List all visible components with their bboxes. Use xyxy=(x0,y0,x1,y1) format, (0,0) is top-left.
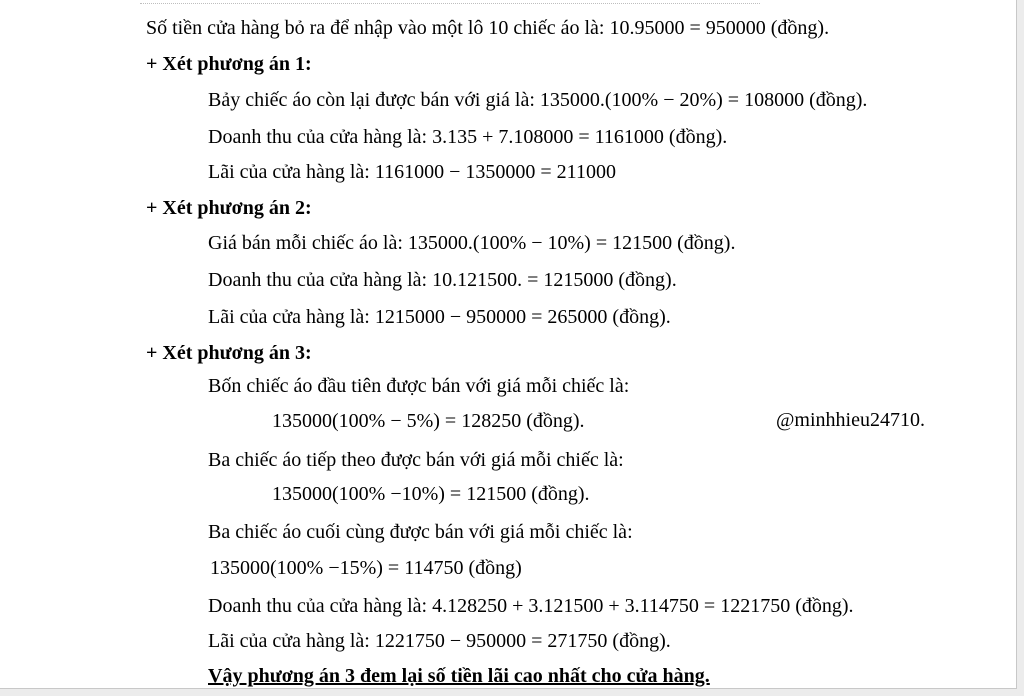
option-3-next-three-formula: 135000(100% −10%) = 121500 (đồng). xyxy=(272,483,590,505)
cropped-previous-line xyxy=(140,0,760,4)
option-2-price-line: Giá bán mỗi chiếc áo là: 135000.(100% − 10%) = 121500 (đồng). xyxy=(208,232,736,254)
option-3-last-three-formula: 135000(100% −15%) = 114750 (đồng) xyxy=(210,557,522,579)
page-bottom-shadow xyxy=(0,689,1024,696)
option-3-revenue-line: Doanh thu của cửa hàng là: 4.128250 + 3.121500 + 3.114750 = 1221750 (đồng). xyxy=(208,595,854,617)
option-3-profit-line: Lãi của cửa hàng là: 1221750 − 950000 = 271750 (đồng). xyxy=(208,630,671,652)
conclusion-line: Vậy phương án 3 đem lại số tiền lãi cao nhất cho cửa hàng. xyxy=(208,665,710,687)
option-3-first-four-label: Bốn chiếc áo đầu tiên được bán với giá mỗi chiếc là: xyxy=(208,375,630,397)
option-3-heading: + Xét phương án 3: xyxy=(146,342,312,364)
option-3-next-three-label: Ba chiếc áo tiếp theo được bán với giá mỗi chiếc là: xyxy=(208,449,624,471)
option-2-profit-line: Lãi của cửa hàng là: 1215000 − 950000 = 265000 (đồng). xyxy=(208,306,671,328)
option-3-first-four-formula: 135000(100% − 5%) = 128250 (đồng). xyxy=(272,410,585,432)
option-1-profit-line: Lãi của cửa hàng là: 1161000 − 1350000 = 211000 xyxy=(208,161,616,183)
option-1-price-line: Bảy chiếc áo còn lại được bán với giá là: 135000.(100% − 20%) = 108000 (đồng). xyxy=(208,89,868,111)
option-2-heading: + Xét phương án 2: xyxy=(146,197,312,219)
option-1-heading: + Xét phương án 1: xyxy=(146,53,312,75)
option-3-last-three-label: Ba chiếc áo cuối cùng được bán với giá mỗi chiếc là: xyxy=(208,521,633,543)
author-watermark: @minhhieu24710. xyxy=(776,409,925,431)
option-1-revenue-line: Doanh thu của cửa hàng là: 3.135 + 7.108000 = 1161000 (đồng). xyxy=(208,126,728,148)
option-2-revenue-line: Doanh thu của cửa hàng là: 10.121500. = 1215000 (đồng). xyxy=(208,269,677,291)
page-right-shadow xyxy=(1017,0,1024,696)
intro-cost-line: Số tiền cửa hàng bỏ ra để nhập vào một lô 10 chiếc áo là: 10.95000 = 950000 (đồng). xyxy=(146,17,830,39)
